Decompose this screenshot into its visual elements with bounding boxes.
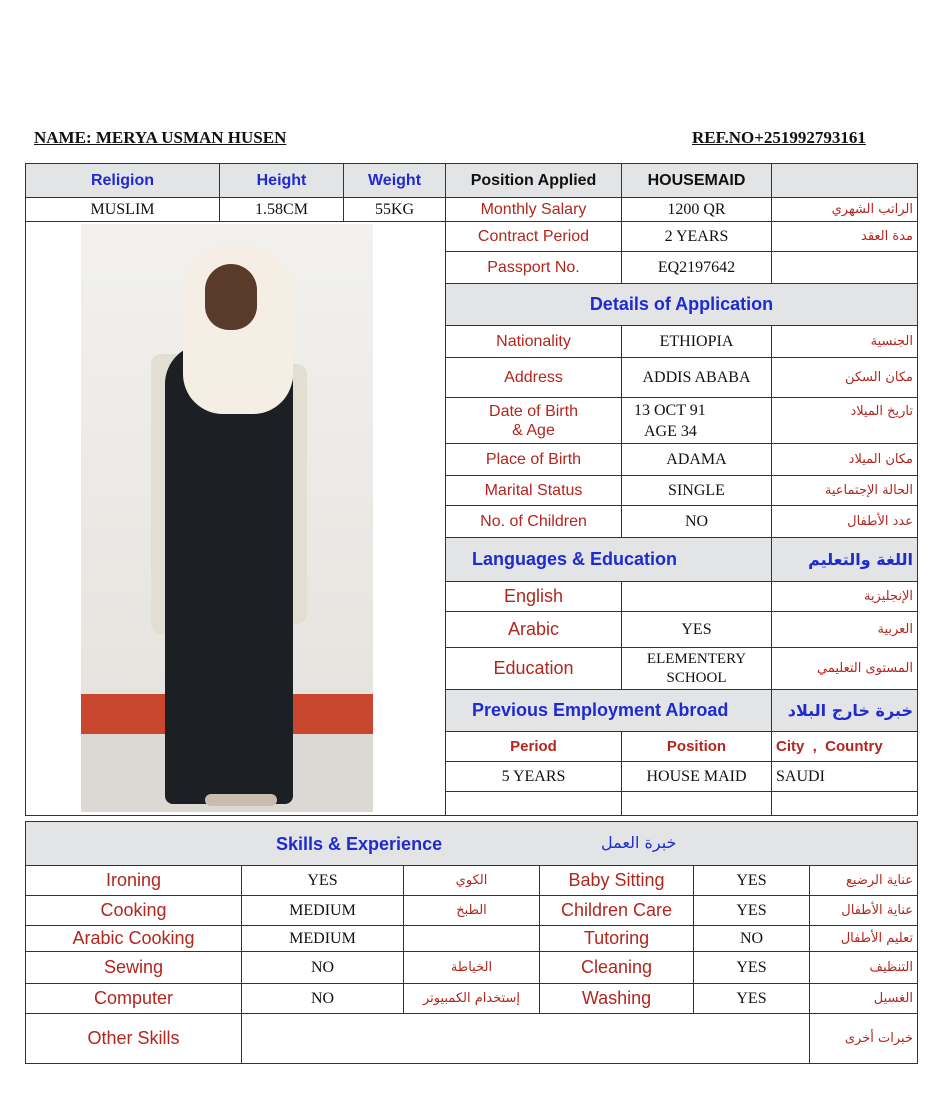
skill-level-right: YES xyxy=(694,984,810,1014)
skill-row xyxy=(26,926,918,952)
skill-level-left: MEDIUM xyxy=(242,896,404,926)
skill-level-left: YES xyxy=(242,866,404,896)
skill-name-right-ar: عناية الرضيع xyxy=(810,866,918,896)
weight-label: Weight xyxy=(344,164,446,198)
address-value: ADDIS ABABA xyxy=(622,358,772,398)
address-label-ar: مكان السكن xyxy=(772,358,918,398)
skill-level-left: NO xyxy=(242,984,404,1014)
address-label: Address xyxy=(446,358,622,398)
english-label: English xyxy=(446,582,622,612)
skills-table xyxy=(25,821,918,1064)
skill-name-left-ar: إستخدام الكمبيوتر xyxy=(404,984,540,1014)
skill-level-right: YES xyxy=(694,952,810,984)
height-label: Height xyxy=(220,164,344,198)
skill-level-right: YES xyxy=(694,896,810,926)
marital-label: Marital Status xyxy=(446,476,622,506)
position-applied-label: Position Applied xyxy=(446,164,622,198)
nationality-value: ETHIOPIA xyxy=(622,326,772,358)
previous-employment-title-ar: خبرة خارج البلاد xyxy=(772,690,918,732)
dob-label: Date of Birth xyxy=(489,402,578,420)
other-skills-value xyxy=(242,1014,810,1064)
weight-value: 55KG xyxy=(344,198,446,222)
skill-name-left-ar: الطبخ xyxy=(404,896,540,926)
arabic-label: Arabic xyxy=(446,612,622,648)
education-value-line1: ELEMENTERY xyxy=(646,650,747,667)
skill-level-left: NO xyxy=(242,952,404,984)
position-applied-value: HOUSEMAID xyxy=(622,164,772,198)
children-label: No. of Children xyxy=(446,506,622,538)
empty-cell xyxy=(772,164,918,198)
applicant-photo xyxy=(81,224,373,812)
education-label-ar: المستوى التعليمي xyxy=(772,648,918,690)
passport-value: EQ2197642 xyxy=(622,252,772,284)
skill-name-right-ar: عناية الأطفال xyxy=(810,896,918,926)
application-table xyxy=(25,163,918,816)
contract-label: Contract Period xyxy=(446,222,622,252)
religion-label: Religion xyxy=(26,164,220,198)
skill-name-right: Cleaning xyxy=(540,952,694,984)
other-skills-label: Other Skills xyxy=(26,1014,242,1064)
skill-name-left: Ironing xyxy=(26,866,242,896)
skill-name-left: Arabic Cooking xyxy=(26,926,242,952)
place-of-birth-label-ar: مكان الميلاد xyxy=(772,444,918,476)
other-skills-label-ar: خبرات أخرى xyxy=(810,1014,918,1064)
skill-row xyxy=(26,896,918,926)
dob-value: 13 OCT 91 xyxy=(634,401,706,419)
education-value-line2: SCHOOL xyxy=(666,669,727,686)
salary-label-ar: الراتب الشهري xyxy=(772,198,918,222)
skill-name-right: Washing xyxy=(540,984,694,1014)
skill-name-left: Cooking xyxy=(26,896,242,926)
reference-number: REF.NO+251992793161 xyxy=(692,128,866,147)
skill-level-right: YES xyxy=(694,866,810,896)
skill-name-right-ar: تعليم الأطفال xyxy=(810,926,918,952)
place-of-birth-value: ADAMA xyxy=(622,444,772,476)
skill-row xyxy=(26,866,918,896)
city-country-header: City , Country xyxy=(772,732,918,762)
english-value xyxy=(622,582,772,612)
skill-name-right: Children Care xyxy=(540,896,694,926)
skill-name-left: Sewing xyxy=(26,952,242,984)
contract-value: 2 YEARS xyxy=(622,222,772,252)
marital-value: SINGLE xyxy=(622,476,772,506)
skill-name-right-ar: الغسيل xyxy=(810,984,918,1014)
skill-name-right-ar: التنظيف xyxy=(810,952,918,984)
children-label-ar: عدد الأطفال xyxy=(772,506,918,538)
age-label: & Age xyxy=(512,421,555,439)
education-label: Education xyxy=(446,648,622,690)
skills-title: Skills & Experience xyxy=(276,834,443,854)
skills-title-ar: خبرة العمل xyxy=(601,833,677,852)
skill-name-left-ar: الكوي xyxy=(404,866,540,896)
salary-label: Monthly Salary xyxy=(446,198,622,222)
skill-name-left-ar: الخياطة xyxy=(404,952,540,984)
skill-name-right: Tutoring xyxy=(540,926,694,952)
nationality-label-ar: الجنسية xyxy=(772,326,918,358)
dob-label-ar: تاريخ الميلاد xyxy=(772,398,918,444)
previous-employment-title: Previous Employment Abroad xyxy=(446,690,772,732)
marital-label-ar: الحالة الإجتماعية xyxy=(772,476,918,506)
period-value: 5 YEARS xyxy=(446,762,622,792)
skill-name-left: Computer xyxy=(26,984,242,1014)
passport-label: Passport No. xyxy=(446,252,622,284)
age-value: AGE 34 xyxy=(644,422,697,440)
skills-header xyxy=(26,822,918,866)
employment-position-value: HOUSE MAID xyxy=(622,762,772,792)
skill-row xyxy=(26,952,918,984)
skill-name-right: Baby Sitting xyxy=(540,866,694,896)
religion-value: MUSLIM xyxy=(26,198,220,222)
empty-cell xyxy=(446,792,622,816)
contract-label-ar: مدة العقد xyxy=(772,222,918,252)
skill-level-left: MEDIUM xyxy=(242,926,404,952)
period-header: Period xyxy=(446,732,622,762)
empty-cell xyxy=(772,792,918,816)
salary-value: 1200 QR xyxy=(622,198,772,222)
arabic-label-ar: العربية xyxy=(772,612,918,648)
empty-cell xyxy=(622,792,772,816)
place-of-birth-label: Place of Birth xyxy=(446,444,622,476)
skill-row xyxy=(26,984,918,1014)
languages-title: Languages & Education xyxy=(446,538,772,582)
skill-name-left-ar xyxy=(404,926,540,952)
nationality-label: Nationality xyxy=(446,326,622,358)
height-value: 1.58CM xyxy=(220,198,344,222)
children-value: NO xyxy=(622,506,772,538)
skill-level-right: NO xyxy=(694,926,810,952)
details-title: Details of Application xyxy=(446,284,918,326)
languages-title-ar: اللغة والتعليم xyxy=(772,538,918,582)
empty-cell xyxy=(772,252,918,284)
country-value: SAUDI xyxy=(772,762,918,792)
arabic-value: YES xyxy=(622,612,772,648)
applicant-name: NAME: MERYA USMAN HUSEN xyxy=(34,128,287,147)
position-header: Position xyxy=(622,732,772,762)
photo-cell xyxy=(26,222,446,816)
english-label-ar: الإنجليزية xyxy=(772,582,918,612)
